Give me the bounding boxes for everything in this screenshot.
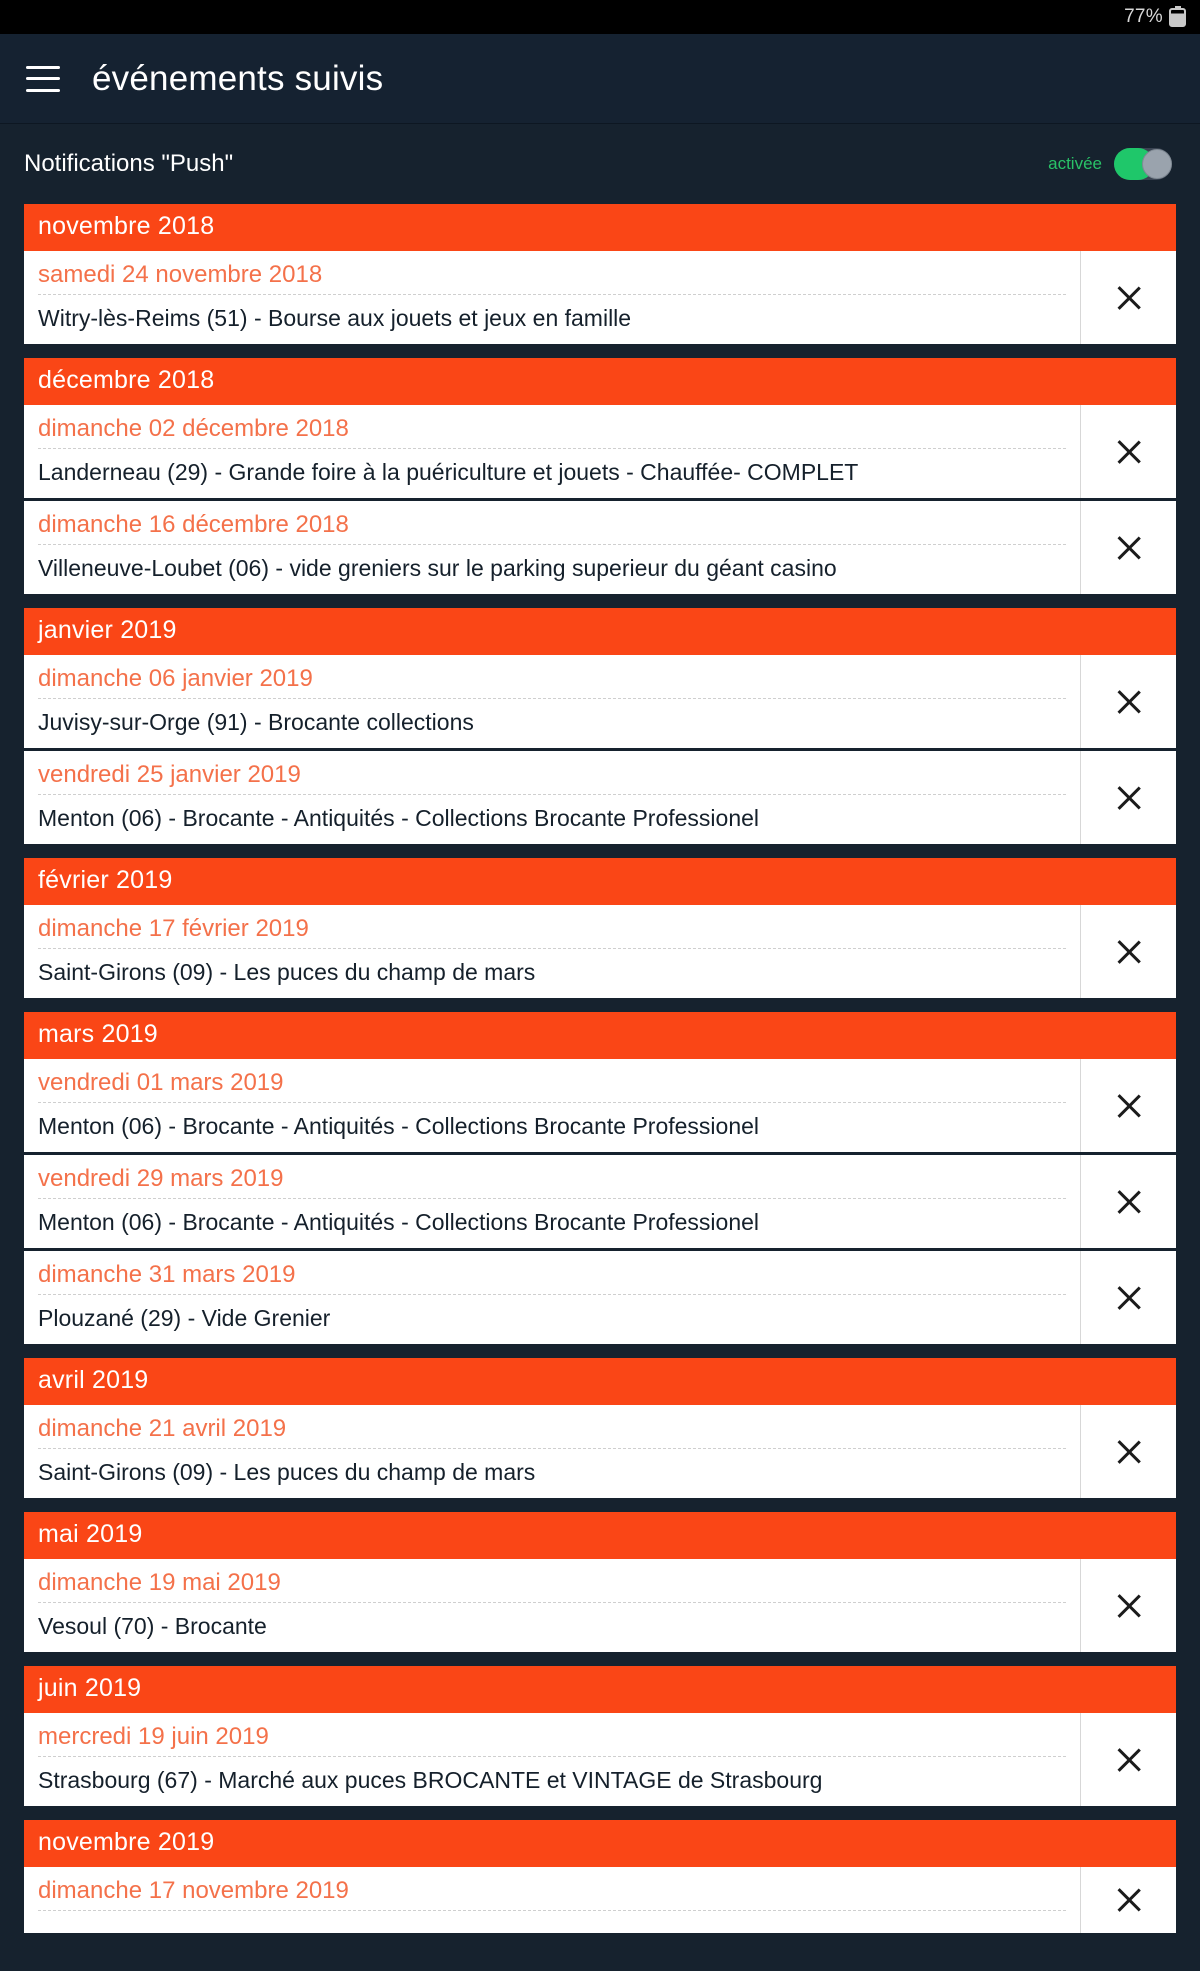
event-title: Witry-lès-Reims (51) - Bourse aux jouets et jeux en famille [38, 305, 632, 331]
remove-event-button[interactable] [1080, 1713, 1176, 1806]
push-notifications-row [0, 124, 1200, 204]
battery-icon [1169, 8, 1186, 27]
event-body[interactable] [24, 251, 1080, 344]
event-title: Vesoul (70) - Brocante [38, 1613, 267, 1639]
event-title: Juvisy-sur-Orge (91) - Brocante collections [38, 709, 474, 735]
close-x-icon [1114, 1187, 1144, 1217]
close-x-icon [1114, 1437, 1144, 1467]
push-notifications-label: Notifications "Push" [24, 150, 234, 177]
month-header: mars 2019 [24, 1012, 1176, 1059]
month-header: novembre 2018 [24, 204, 1176, 251]
event-date: dimanche 19 mai 2019 [38, 1569, 1066, 1603]
close-x-icon [1114, 283, 1144, 313]
remove-event-button[interactable] [1080, 905, 1176, 998]
event-row[interactable] [24, 1867, 1176, 1933]
event-body[interactable] [24, 1155, 1080, 1248]
toggle-knob [1142, 149, 1172, 179]
page-title: événements suivis [92, 58, 384, 98]
hamburger-menu-icon[interactable] [26, 66, 60, 92]
battery-percentage: 77% [1124, 6, 1163, 27]
month-header: novembre 2019 [24, 1820, 1176, 1867]
event-date: dimanche 21 avril 2019 [38, 1415, 1066, 1449]
event-date: vendredi 25 janvier 2019 [38, 761, 1066, 795]
month-header: février 2019 [24, 858, 1176, 905]
event-date: dimanche 06 janvier 2019 [38, 665, 1066, 699]
event-date: vendredi 01 mars 2019 [38, 1069, 1066, 1103]
event-row[interactable] [24, 501, 1176, 594]
remove-event-button[interactable] [1080, 1867, 1176, 1933]
event-date: dimanche 31 mars 2019 [38, 1261, 1066, 1295]
month-group [24, 1512, 1176, 1652]
month-header: décembre 2018 [24, 358, 1176, 405]
month-group [24, 1820, 1176, 1933]
close-x-icon [1114, 1283, 1144, 1313]
event-row[interactable] [24, 905, 1176, 998]
event-title: Menton (06) - Brocante - Antiquités - Collections Brocante Professionel [38, 805, 760, 831]
event-title: Menton (06) - Brocante - Antiquités - Collections Brocante Professionel [38, 1113, 760, 1139]
close-x-icon [1114, 783, 1144, 813]
event-row[interactable] [24, 251, 1176, 344]
close-x-icon [1114, 1591, 1144, 1621]
month-group [24, 1666, 1176, 1806]
push-notifications-state: activée [1048, 154, 1102, 173]
event-title: Plouzané (29) - Vide Grenier [38, 1305, 331, 1331]
event-row[interactable] [24, 1559, 1176, 1652]
remove-event-button[interactable] [1080, 405, 1176, 498]
month-group [24, 358, 1176, 594]
close-x-icon [1114, 687, 1144, 717]
remove-event-button[interactable] [1080, 1251, 1176, 1344]
event-body[interactable] [24, 1867, 1080, 1933]
remove-event-button[interactable] [1080, 751, 1176, 844]
event-date: vendredi 29 mars 2019 [38, 1165, 1066, 1199]
month-header: juin 2019 [24, 1666, 1176, 1713]
event-row[interactable] [24, 405, 1176, 501]
remove-event-button[interactable] [1080, 1405, 1176, 1498]
remove-event-button[interactable] [1080, 655, 1176, 748]
event-date: mercredi 19 juin 2019 [38, 1723, 1066, 1757]
event-body[interactable] [24, 1251, 1080, 1344]
event-title: Strasbourg (67) - Marché aux puces BROCANTE et VINTAGE de Strasbourg [38, 1767, 823, 1793]
close-x-icon [1114, 533, 1144, 563]
month-group [24, 1358, 1176, 1498]
remove-event-button[interactable] [1080, 1059, 1176, 1152]
event-date: dimanche 16 décembre 2018 [38, 511, 1066, 545]
event-date: samedi 24 novembre 2018 [38, 261, 1066, 295]
push-notifications-control[interactable] [1048, 148, 1172, 180]
remove-event-button[interactable] [1080, 251, 1176, 344]
month-group [24, 608, 1176, 844]
event-date: dimanche 17 février 2019 [38, 915, 1066, 949]
event-row[interactable] [24, 751, 1176, 844]
month-group [24, 858, 1176, 998]
event-row[interactable] [24, 1713, 1176, 1806]
event-body[interactable] [24, 1405, 1080, 1498]
event-title: Saint-Girons (09) - Les puces du champ de mars [38, 959, 536, 985]
app-bar [0, 34, 1200, 124]
push-notifications-toggle[interactable] [1114, 148, 1172, 180]
event-body[interactable] [24, 751, 1080, 844]
event-date: dimanche 17 novembre 2019 [38, 1877, 1066, 1911]
event-body[interactable] [24, 905, 1080, 998]
remove-event-button[interactable] [1080, 1155, 1176, 1248]
event-body[interactable] [24, 1059, 1080, 1152]
event-body[interactable] [24, 501, 1080, 594]
month-group [24, 204, 1176, 344]
event-row[interactable] [24, 1405, 1176, 1498]
month-header: mai 2019 [24, 1512, 1176, 1559]
event-date: dimanche 02 décembre 2018 [38, 415, 1066, 449]
close-x-icon [1114, 1745, 1144, 1775]
event-row[interactable] [24, 1059, 1176, 1155]
event-title: Menton (06) - Brocante - Antiquités - Collections Brocante Professionel [38, 1209, 760, 1235]
event-body[interactable] [24, 405, 1080, 498]
event-row[interactable] [24, 1155, 1176, 1251]
event-title: Landerneau (29) - Grande foire à la puériculture et jouets - Chauffée- COMPLET [38, 459, 859, 485]
close-x-icon [1114, 437, 1144, 467]
remove-event-button[interactable] [1080, 501, 1176, 594]
event-body[interactable] [24, 1559, 1080, 1652]
event-title: Villeneuve-Loubet (06) - vide greniers sur le parking superieur du géant casino [38, 555, 837, 581]
event-row[interactable] [24, 655, 1176, 751]
close-x-icon [1114, 937, 1144, 967]
event-body[interactable] [24, 1713, 1080, 1806]
close-x-icon [1114, 1885, 1144, 1915]
event-body[interactable] [24, 655, 1080, 748]
month-group [24, 1012, 1176, 1344]
event-title: Saint-Girons (09) - Les puces du champ de mars [38, 1459, 536, 1485]
remove-event-button[interactable] [1080, 1559, 1176, 1652]
status-bar [0, 0, 1200, 34]
event-row[interactable] [24, 1251, 1176, 1344]
month-header: janvier 2019 [24, 608, 1176, 655]
month-header: avril 2019 [24, 1358, 1176, 1405]
close-x-icon [1114, 1091, 1144, 1121]
followed-events-list [0, 204, 1200, 1971]
